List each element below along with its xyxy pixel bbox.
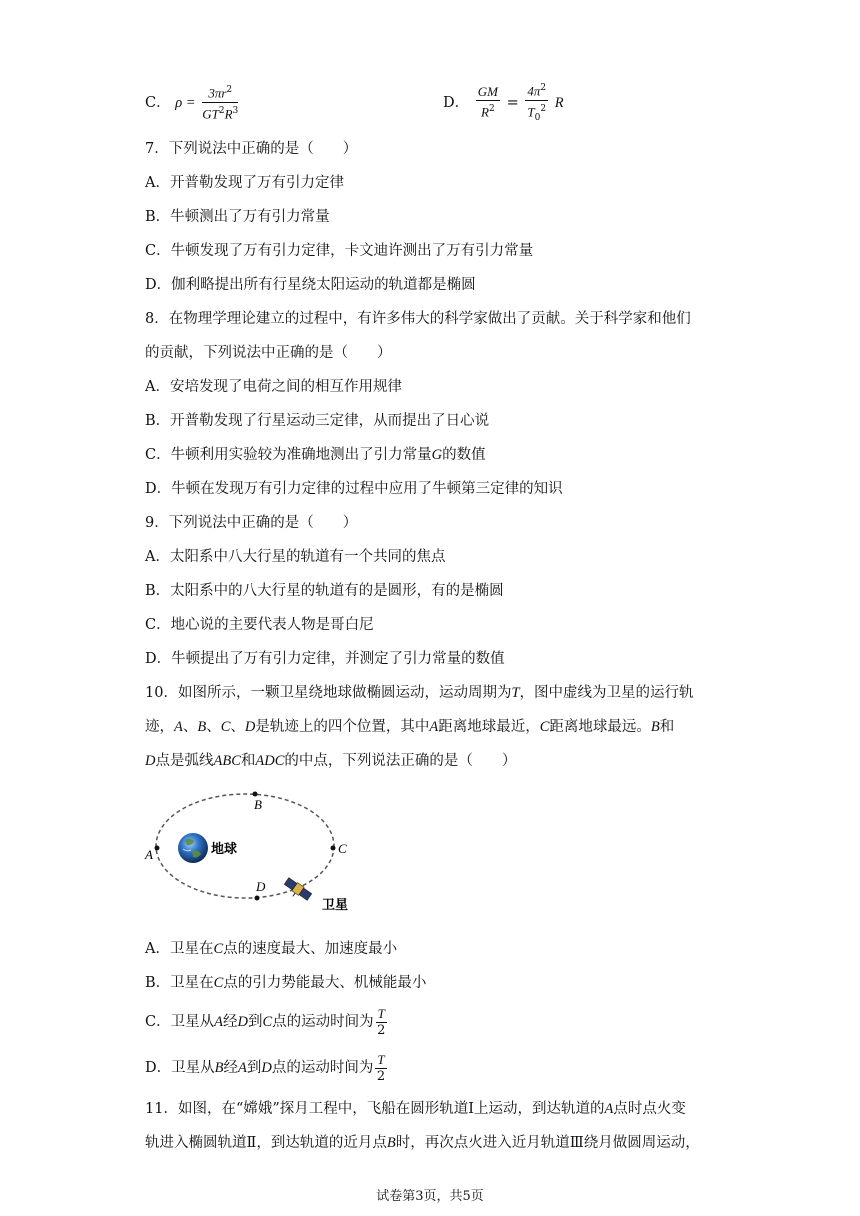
- q10-option-d: [145, 1050, 389, 1086]
- gm-fraction: [476, 84, 500, 121]
- exp: 2: [488, 104, 495, 115]
- q9-option-c: C．地心说的主要代表人物是哥白尼: [145, 617, 374, 633]
- text: C．卫星从: [145, 1014, 215, 1030]
- var: C: [213, 975, 224, 991]
- text: 、: [230, 719, 245, 735]
- equals-sign: =: [506, 95, 519, 112]
- text: 经: [223, 1060, 238, 1076]
- q8-option-c: [145, 445, 486, 465]
- sub: 0: [534, 113, 541, 124]
- text: 点的引力势能最大、机械能最小: [223, 975, 427, 991]
- var: B: [650, 719, 660, 735]
- option-c-label: C．: [145, 94, 171, 111]
- var: A: [604, 1101, 614, 1117]
- q10-stem-line1: [145, 683, 694, 703]
- label-b: B: [254, 797, 262, 812]
- q10-stem-line2: [145, 717, 674, 737]
- text: ，图中虚线为卫星的运行轨: [519, 685, 694, 701]
- q7-option-c: C．牛顿发现了万有引力定律，卡文迪许测出了万有引力常量: [145, 243, 534, 259]
- var-t: T: [511, 685, 520, 701]
- q10-option-c: [145, 1004, 389, 1040]
- label-a: A: [145, 847, 153, 862]
- text: 迹，: [145, 719, 174, 735]
- text: 点的运动时间为: [271, 1060, 374, 1076]
- frac-num: T: [377, 1005, 385, 1021]
- text: 轨进入椭圆轨道Ⅱ，到达轨道的近月点: [145, 1135, 387, 1151]
- q9-option-a: A．太阳系中八大行星的轨道有一个共同的焦点: [145, 549, 446, 565]
- var: C: [213, 941, 224, 957]
- var: D: [237, 1014, 248, 1030]
- frac-num: 4π: [527, 83, 541, 99]
- var: A: [429, 719, 439, 735]
- text: 距离地球最近，: [438, 719, 540, 735]
- var: ADC: [255, 753, 285, 769]
- text: 到: [247, 1014, 263, 1030]
- var: D: [145, 753, 156, 769]
- exp: 2: [218, 106, 225, 117]
- q8-option-a: A．安培发现了电荷之间的相互作用规律: [145, 379, 402, 395]
- text: 10．如图所示，一颗卫星绕地球做椭圆运动，运动周期为: [145, 685, 512, 701]
- q8-option-d: D．牛顿在发现万有引力定律的过程中应用了牛顿第三定律的知识: [145, 481, 563, 497]
- point-d-dot: [255, 896, 260, 901]
- text: 点是弧线: [155, 753, 214, 769]
- rho-fraction: [202, 82, 238, 124]
- q11-stem-line1: [145, 1099, 686, 1119]
- text: C．牛顿利用实验较为准确地测出了引力常量: [145, 447, 432, 463]
- label-c: C: [338, 841, 347, 856]
- frac-den: T: [527, 104, 535, 120]
- var: A: [238, 1060, 247, 1076]
- q7-stem: 7．下列说法中正确的是（ ）: [145, 141, 358, 157]
- var: B: [197, 719, 207, 735]
- page-footer: 试卷第3页，共5页: [376, 1189, 484, 1204]
- frac-num: 3πr: [208, 85, 227, 101]
- option-d-label: D．: [443, 95, 470, 112]
- q8-option-b: B．开普勒发现了行星运动三定律，从而提出了日心说: [145, 413, 490, 429]
- half-period-fraction: [376, 1006, 387, 1039]
- point-c-dot: [331, 846, 336, 851]
- q10-option-b: [145, 973, 426, 993]
- label-d: D: [256, 879, 266, 894]
- var: A: [214, 1014, 223, 1030]
- formula-tail: R: [554, 95, 564, 112]
- var: D: [261, 1060, 272, 1076]
- text: 到: [246, 1060, 262, 1076]
- text: 是轨迹上的四个位置，其中: [255, 719, 430, 735]
- text: A．卫星在: [145, 941, 214, 957]
- q9-option-d: D．牛顿提出了万有引力定律，并测定了引力常量的数值: [145, 651, 505, 667]
- rho-lhs: ρ =: [175, 94, 196, 111]
- q11-stem-line2: [145, 1133, 700, 1153]
- text: 的数值: [442, 447, 486, 463]
- half-period-fraction: [375, 1052, 386, 1085]
- text: 和: [659, 719, 675, 735]
- earth-icon: [178, 833, 208, 863]
- orbit-figure: [140, 785, 380, 915]
- four-pi-fraction: [525, 80, 548, 126]
- satellite-icon: [281, 877, 312, 905]
- frac-den-a: GT: [202, 106, 219, 122]
- q10-option-a: [145, 939, 397, 959]
- var: ABC: [213, 753, 241, 769]
- frac-den-b: R: [224, 106, 233, 122]
- var: C: [262, 1014, 273, 1030]
- text: 距离地球最远。: [549, 719, 651, 735]
- text: B．卫星在: [145, 975, 214, 991]
- option-d-formula: [443, 80, 564, 126]
- point-b-dot: [253, 792, 258, 797]
- text: 时，再次点火进入近月轨道Ⅲ绕月做圆周运动，: [395, 1135, 700, 1151]
- text: 点的运动时间为: [272, 1014, 374, 1030]
- var: C: [539, 719, 550, 735]
- q7-option-d: D．伽利略提出所有行星绕太阳运动的轨道都是椭圆: [145, 277, 476, 293]
- text: 经: [222, 1014, 238, 1030]
- earth-label: 地球: [211, 841, 238, 856]
- text: 、: [182, 719, 198, 735]
- text: 的中点，下列说法正确的是（ ）: [284, 753, 517, 769]
- q8-stem-line2: 的贡献，下列说法中正确的是（ ）: [145, 345, 392, 361]
- var: D: [244, 719, 256, 735]
- frac-num: GM: [477, 84, 498, 100]
- text: 和: [240, 753, 256, 769]
- frac-den: 2: [376, 1068, 386, 1084]
- q8-stem-line1: 8．在物理学理论建立的过程中，有许多伟大的科学家做出了贡献。关于科学家和他们: [145, 311, 691, 327]
- var: A: [174, 719, 183, 735]
- text: 点的速度最大、加速度最小: [223, 941, 398, 957]
- frac-den: 2: [377, 1022, 386, 1038]
- q9-stem: 9．下列说法中正确的是（ ）: [145, 515, 358, 531]
- exp: 2: [226, 85, 233, 95]
- text: 11．如图，在“嫦娥”探月工程中，飞船在圆形轨道Ⅰ上运动，到达轨道的: [145, 1101, 605, 1117]
- text: D．卫星从: [145, 1060, 215, 1076]
- frac-num: T: [377, 1051, 385, 1067]
- exp: 3: [232, 106, 239, 117]
- q9-option-b: B．太阳系中的八大行星的轨道有的是圆形，有的是椭圆: [145, 583, 504, 599]
- q7-option-a: A．开普勒发现了万有引力定律: [145, 175, 344, 191]
- var: B: [386, 1135, 396, 1151]
- var: B: [214, 1060, 224, 1076]
- frac-den: R: [481, 104, 489, 120]
- text: 、: [206, 719, 221, 735]
- exp: 2: [540, 104, 547, 115]
- exp: 2: [540, 83, 547, 93]
- q10-stem-line3: [145, 751, 516, 771]
- point-a-dot: [155, 846, 160, 851]
- option-c-formula: [145, 82, 240, 124]
- var-g: G: [431, 447, 443, 463]
- text: 点时点火变: [613, 1101, 686, 1117]
- q7-option-b: B．牛顿测出了万有引力常量: [145, 209, 330, 225]
- var: C: [220, 719, 231, 735]
- satellite-label: 卫星: [322, 897, 349, 912]
